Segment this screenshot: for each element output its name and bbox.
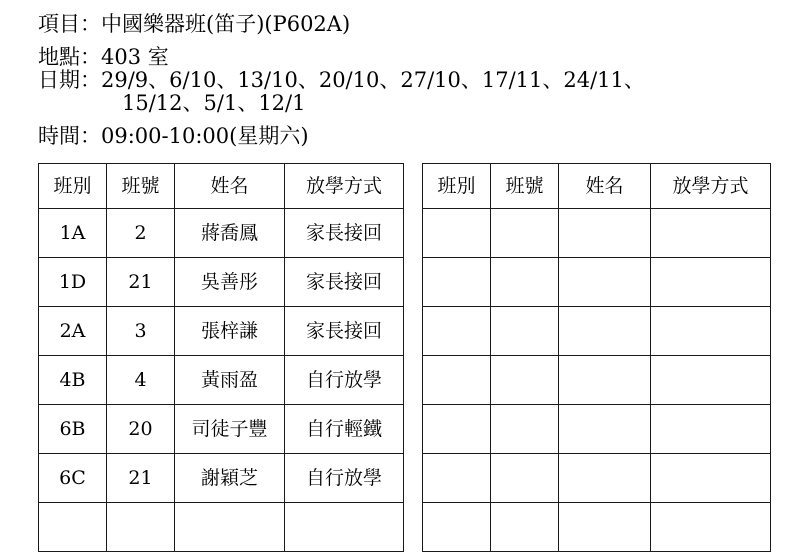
- cell-name: 黃雨盈: [175, 356, 285, 405]
- cell-class: [423, 209, 491, 258]
- time-value: 09:00-10:00(星期六): [101, 124, 309, 148]
- time-line: [38, 126, 770, 147]
- cell-class: [423, 454, 491, 503]
- cell-name: 謝穎芝: [175, 454, 285, 503]
- cell-number: [491, 405, 559, 454]
- cell-name: [559, 307, 651, 356]
- table-header-row: [423, 164, 771, 209]
- table-row: [423, 405, 771, 454]
- cell-dismissal: [651, 258, 771, 307]
- table-header-row: [39, 164, 404, 209]
- column-header-number: 班號: [107, 164, 175, 209]
- cell-name: [559, 503, 651, 552]
- project-value: 中國樂器班(笛子)(P602A): [101, 12, 351, 36]
- cell-class: 1A: [39, 209, 107, 258]
- cell-name: [175, 503, 285, 552]
- column-header-name: 姓名: [175, 164, 285, 209]
- cell-number: [107, 503, 175, 552]
- table-row: [39, 454, 404, 503]
- table-row: [423, 209, 771, 258]
- cell-name: [559, 454, 651, 503]
- table-row: [423, 356, 771, 405]
- cell-class: [423, 503, 491, 552]
- column-header-number: 班號: [491, 164, 559, 209]
- table-row: [39, 307, 404, 356]
- cell-class: 6B: [39, 405, 107, 454]
- cell-number: [491, 307, 559, 356]
- table-row: [39, 209, 404, 258]
- cell-number: [491, 209, 559, 258]
- cell-dismissal: [651, 454, 771, 503]
- cell-number: [491, 503, 559, 552]
- table-row: [423, 307, 771, 356]
- cell-dismissal: 自行輕鐵: [285, 405, 404, 454]
- place-line: [38, 47, 770, 68]
- cell-name: [559, 356, 651, 405]
- roster-table: [38, 163, 404, 552]
- cell-class: [423, 356, 491, 405]
- place-label: 地點：: [38, 45, 101, 69]
- column-header-class: 班別: [423, 164, 491, 209]
- cell-name: 司徒子豐: [175, 405, 285, 454]
- table-row: [423, 503, 771, 552]
- place-value: 403 室: [101, 45, 169, 69]
- cell-dismissal: [285, 503, 404, 552]
- cell-class: [423, 405, 491, 454]
- cell-name: 蔣喬鳳: [175, 209, 285, 258]
- cell-dismissal: [651, 405, 771, 454]
- cell-name: [559, 405, 651, 454]
- cell-class: [423, 307, 491, 356]
- cell-name: 張梓謙: [175, 307, 285, 356]
- table-row: [39, 405, 404, 454]
- column-header-name: 姓名: [559, 164, 651, 209]
- project-line: [38, 14, 770, 35]
- cell-class: 1D: [39, 258, 107, 307]
- cell-dismissal: 自行放學: [285, 356, 404, 405]
- time-label: 時間：: [38, 124, 101, 148]
- column-header-class: 班別: [39, 164, 107, 209]
- table-row: [423, 454, 771, 503]
- table-row: [39, 356, 404, 405]
- cell-class: 4B: [39, 356, 107, 405]
- table-row: [39, 503, 404, 552]
- cell-number: [491, 356, 559, 405]
- cell-dismissal: [651, 307, 771, 356]
- project-label: 項目：: [38, 12, 101, 36]
- document-header: [38, 14, 770, 147]
- cell-number: 3: [107, 307, 175, 356]
- tables-area: [38, 163, 770, 552]
- cell-number: 20: [107, 405, 175, 454]
- date-line: [38, 70, 770, 91]
- cell-name: 吳善彤: [175, 258, 285, 307]
- column-header-dismissal: 放學方式: [285, 164, 404, 209]
- cell-name: [559, 209, 651, 258]
- cell-class: [423, 258, 491, 307]
- blank-table: [422, 163, 771, 552]
- cell-number: 21: [107, 258, 175, 307]
- cell-dismissal: 家長接回: [285, 258, 404, 307]
- table-row: [39, 258, 404, 307]
- date-label: 日期：: [38, 68, 101, 92]
- cell-number: 2: [107, 209, 175, 258]
- cell-class: [39, 503, 107, 552]
- cell-dismissal: 家長接回: [285, 307, 404, 356]
- cell-number: 4: [107, 356, 175, 405]
- cell-name: [559, 258, 651, 307]
- cell-number: 21: [107, 454, 175, 503]
- cell-dismissal: [651, 209, 771, 258]
- table-row: [423, 258, 771, 307]
- cell-dismissal: [651, 356, 771, 405]
- cell-dismissal: [651, 503, 771, 552]
- date-value-line1: 29/9、6/10、13/10、20/10、27/10、17/11、24/11、: [101, 68, 645, 92]
- cell-dismissal: 家長接回: [285, 209, 404, 258]
- cell-dismissal: 自行放學: [285, 454, 404, 503]
- cell-number: [491, 454, 559, 503]
- cell-class: 6C: [39, 454, 107, 503]
- cell-class: 2A: [39, 307, 107, 356]
- cell-number: [491, 258, 559, 307]
- column-header-dismissal: 放學方式: [651, 164, 771, 209]
- date-value-line2: 15/12、5/1、12/1: [122, 91, 306, 115]
